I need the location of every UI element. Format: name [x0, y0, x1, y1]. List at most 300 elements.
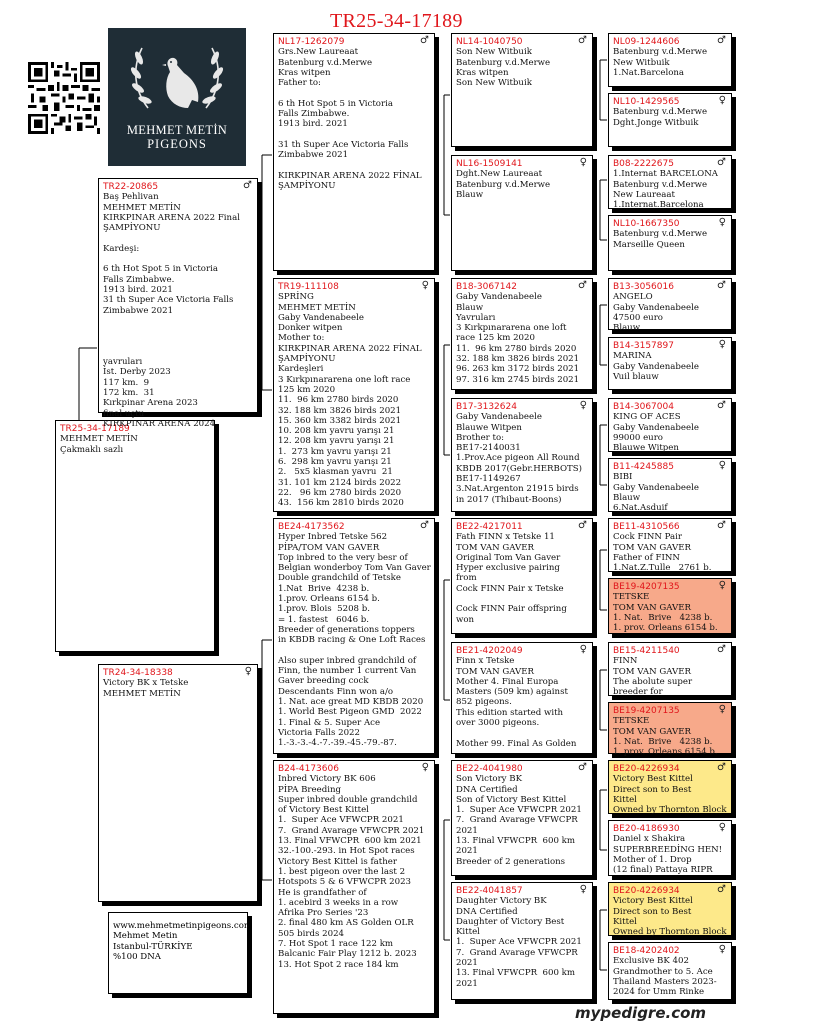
- pigeon-info-line: Owned by Thornton Block: [613, 927, 727, 938]
- pigeon-info-line: BE17-1149267: [456, 474, 521, 485]
- pigeon-box-sdss[interactable]: [608, 278, 732, 334]
- pigeon-box-ddds[interactable]: [608, 882, 732, 936]
- pigeon-info-line: Finn, the number 1 current Van: [278, 666, 417, 677]
- pigeon-box-subject[interactable]: [55, 420, 215, 652]
- pigeon-info-line: MEHMET METİN: [103, 688, 181, 699]
- pigeon-info-line: 1.Prov.Ace pigeon All Round: [456, 453, 580, 464]
- pigeon-box-sdsd[interactable]: [608, 337, 732, 390]
- breeder-contact: [108, 912, 253, 994]
- pigeon-info-line: ŞAMPİYONU: [278, 354, 336, 365]
- pigeon-info-line: Batenburg v.d.Merwe: [613, 107, 708, 118]
- pigeon-info-line: PİPA Breeding: [278, 784, 341, 795]
- pigeon-info-line: 3 Kırkpınararena one loft: [456, 323, 567, 334]
- pigeon-info-line: Vuil blauw: [613, 371, 659, 382]
- pigeon-info-line: Inbred Victory BK 606: [278, 774, 376, 785]
- male-icon: ♂: [578, 280, 587, 291]
- pigeon-info-line: 32. 188 km 3826 birds 2021: [278, 405, 402, 416]
- ring-number: NL09-1244606: [613, 37, 680, 47]
- pigeon-info-line: The abolute super: [613, 676, 693, 687]
- pigeon-info-line: 32.-100.-293. in Hot Spot races: [278, 846, 415, 857]
- pigeon-info-line: Top inbred to the very besr of: [278, 552, 408, 563]
- pigeon-info-line: Victory Best Kittel: [613, 774, 693, 785]
- pigeon-info-line: [103, 316, 253, 326]
- pigeon-box-ssss[interactable]: [608, 33, 732, 87]
- pigeon-info-line: MEHMET METİN: [278, 302, 356, 313]
- ring-number: BE15-4211540: [613, 646, 680, 656]
- ring-number: BE22-4041980: [456, 764, 523, 774]
- ring-number: BE18-4202402: [613, 946, 680, 956]
- pigeon-box-sssd[interactable]: [608, 93, 732, 147]
- pigeon-info-line: = 1. fastest 6046 b.: [278, 614, 370, 625]
- female-icon: ♀: [579, 157, 587, 168]
- pigeon-info-line: 1.Nat.Barcelona: [613, 67, 685, 78]
- pigeon-info-line: 6.Nat.Asduif: [613, 503, 668, 514]
- pigeon-info-line: 32. 188 km 3826 birds 2021: [456, 354, 580, 365]
- pigeon-box-sire[interactable]: [98, 178, 258, 429]
- pigeon-info-line: 31 th Super Ace Victoria Falls: [278, 139, 409, 150]
- pigeon-info-line: 2021: [456, 846, 478, 857]
- pigeon-info-line: Grandmother to 5. Ace: [613, 966, 713, 977]
- pigeon-info-line: Son Victory BK: [456, 774, 523, 785]
- pigeon-box-ssd[interactable]: [451, 155, 593, 271]
- pigeon-info-line: Son New Witbuik: [456, 78, 532, 89]
- pigeon-info-line: 10. 208 km yavru yarışı 21: [278, 426, 395, 437]
- pigeon-box-sd[interactable]: [273, 278, 435, 512]
- pigeon-info-line: 47500 euro: [613, 312, 663, 323]
- pigeon-box-sddd[interactable]: [608, 458, 732, 512]
- pigeon-info-line: 1.Internat BARCELONA: [613, 169, 718, 180]
- ring-number: BE20-4226934: [613, 886, 680, 896]
- pigeon-info-line: ŞAMPİYONU: [278, 181, 336, 192]
- pigeon-info-line: Gaby Vandenabeele: [613, 361, 699, 372]
- male-icon: ♂: [717, 35, 726, 46]
- pigeon-info-line: Batenburg v.d.Merwe: [613, 229, 708, 240]
- contact-location: Istanbul-TÜRKİYE: [113, 941, 193, 952]
- pigeon-info-line: New Laureaat: [613, 189, 675, 200]
- ring-number: B14-3157897: [613, 341, 674, 351]
- pigeon-info-line: Gaby Vandenabeele: [278, 312, 364, 323]
- pigeon-info-line: Thailand Masters 2023-: [613, 976, 717, 987]
- pigeon-info-line: 1913 bird. 2021: [103, 284, 173, 295]
- male-icon: ♂: [717, 884, 726, 895]
- pigeon-info-line: Kardeşi:: [103, 243, 140, 254]
- male-icon: ♂: [420, 520, 429, 531]
- pigeon-info-line: 1.prov. Orleans 6154 b.: [278, 594, 380, 605]
- ring-number: TR24-34-18338: [103, 668, 173, 678]
- pigeon-info-line: Falls Zimbabwe.: [278, 109, 350, 120]
- ring-number: B13-3056016: [613, 282, 674, 292]
- ring-number: BE24-4173562: [278, 522, 345, 532]
- pigeon-box-dsss[interactable]: [608, 518, 732, 572]
- pigeon-info-line: 1. Super Ace VFWCPR 2021: [456, 805, 582, 816]
- pigeon-info-line: 6 th Hot Spot 5 in Victoria: [278, 98, 393, 109]
- pigeon-box-ssdd[interactable]: [608, 215, 732, 271]
- female-icon: ♀: [718, 217, 726, 228]
- female-icon: ♀: [579, 884, 587, 895]
- pigeon-info-line: won: [456, 614, 475, 625]
- pigeon-info-line: Mother 4. Final Europa: [456, 676, 559, 687]
- pigeon-box-dd[interactable]: [273, 760, 435, 1014]
- pigeon-info-line: 43. 156 km 2810 birds 2020: [278, 498, 404, 509]
- pigeon-box-sss[interactable]: [451, 33, 593, 147]
- qr-code: [28, 62, 100, 134]
- pigeon-box-sds[interactable]: [451, 278, 593, 390]
- pigeon-info-line: Original Tom Van Gaver: [456, 552, 561, 563]
- pigeon-box-sdd[interactable]: [451, 398, 593, 512]
- pigeon-info-line: 7. Grand Avarage VFWCPR 2021: [278, 825, 425, 836]
- pigeon-info-line: of Victory Best Kittel: [278, 805, 369, 816]
- pigeon-info-line: Blauw: [613, 492, 641, 503]
- pigeon-box-ssds[interactable]: [608, 155, 732, 209]
- pigeon-info-line: Zimbabwe 2021: [278, 150, 349, 161]
- pigeon-box-ddd[interactable]: [451, 882, 593, 1000]
- pigeon-info-line: 6. 298 km yavru yarışı 21: [278, 457, 392, 468]
- pigeon-icon: [108, 28, 246, 123]
- breeder-logo: [108, 28, 246, 166]
- pigeon-info-line: final uçtu: [103, 408, 145, 419]
- pigeon-info-line: 2. 5x5 klasman yavru 21: [278, 467, 393, 478]
- pigeon-info-line: Kardeşleri: [278, 364, 324, 375]
- ring-number: NL16-1509141: [456, 159, 523, 169]
- pigeon-info-line: Breeder of 2 generations: [456, 856, 566, 867]
- pigeon-info-line: 22. 96 km 2780 birds 2020: [278, 487, 402, 498]
- pigeon-info-line: Hyper Inbred Tetske 562: [278, 532, 388, 543]
- pigeon-info-line: 1. acebird 3 weeks in a row: [278, 897, 399, 908]
- pigeon-box-dssd[interactable]: [608, 578, 732, 634]
- pigeon-info-line: 117 km. 9: [103, 377, 150, 388]
- pigeon-box-dds[interactable]: [451, 760, 593, 876]
- pigeon-info-line: 1.Internat.Barcelona: [613, 200, 704, 211]
- pigeon-info-line: Blauwe Witpen: [613, 443, 679, 454]
- ring-number: TR19-111108: [278, 282, 339, 292]
- pigeon-info-line: 1913 bird. 2021: [278, 119, 348, 130]
- pigeon-info-line: race 125 km 2020: [456, 333, 535, 344]
- pigeon-info-line: 1. Nat. ace great MD KBDB 2020: [278, 697, 424, 708]
- pigeon-info-line: [103, 254, 253, 264]
- pigeon-info-line: Hyper exclusive pairing: [456, 563, 560, 574]
- male-icon: ♂: [420, 35, 429, 46]
- pigeon-box-ddsd[interactable]: [608, 820, 732, 876]
- brand-watermark: mypedigre.com: [575, 1004, 707, 1022]
- pigeon-box-dss[interactable]: [451, 518, 593, 634]
- pigeon-info-line: over 3000 pigeons.: [456, 718, 540, 729]
- pigeon-info-line: Batenburg v.d.Merwe: [613, 47, 708, 58]
- contact-name: Mehmet Metin: [113, 931, 178, 942]
- pigeon-info-line: Mother to:: [278, 333, 325, 344]
- pigeon-info-line: 2021: [456, 958, 478, 969]
- pigeon-info-line: 7. Hot Spot 1 race 122 km: [278, 939, 394, 950]
- pigeon-info-line: TOM VAN GAVER: [613, 666, 691, 677]
- female-icon: ♀: [579, 400, 587, 411]
- pigeon-info-line: 7. Grand Avarage VFWCPR: [456, 815, 578, 826]
- pigeon-info-line: 2021: [456, 978, 478, 989]
- pigeon-info-line: Exclusive BK 402: [613, 956, 689, 967]
- ring-number: BE19-4207135: [613, 706, 680, 716]
- pigeon-info-line: TETSKE: [613, 592, 650, 603]
- pigeon-info-line: TOM VAN GAVER: [613, 602, 691, 613]
- pigeon-info-line: 1.Nat.Z.Tulle 2761 b.: [613, 563, 712, 574]
- pigeon-info-line: Kittel: [613, 794, 637, 805]
- pigeon-info-line: Owned by Thornton Block: [613, 805, 727, 816]
- pigeon-info-line: ANGELO: [613, 292, 653, 303]
- pigeon-box-dsds[interactable]: [608, 642, 732, 696]
- pigeon-info-line: breeder for: [613, 687, 663, 698]
- pigeon-info-line: 13. Final VFWCPR 600 km: [456, 968, 576, 979]
- pigeon-info-line: FINN: [613, 656, 638, 667]
- ring-number: BE19-4207135: [613, 582, 680, 592]
- male-icon: ♂: [717, 280, 726, 291]
- pigeon-info-line: 1.Nat Brive 4238 b.: [278, 583, 370, 594]
- pigeon-info-line: Batenburg v.d.Merwe: [278, 57, 373, 68]
- male-icon: ♂: [717, 157, 726, 168]
- pigeon-box-dam[interactable]: [98, 664, 258, 902]
- ring-number: B18-3067142: [456, 282, 517, 292]
- pigeon-info-line: 1. Super Ace VFWCPR 2021: [278, 815, 404, 826]
- pigeon-info-line: Father to:: [278, 78, 321, 89]
- pigeon-info-line: [456, 728, 588, 738]
- pigeon-info-line: Blauw: [613, 323, 641, 334]
- pigeon-info-line: 31 th Super Ace Victoria Falls: [103, 295, 234, 306]
- ring-number: NL17-1262079: [278, 37, 345, 47]
- pigeon-info-line: Also super inbred grandchild of: [278, 655, 417, 666]
- pigeon-info-line: SPRİNG: [278, 292, 314, 303]
- pigeon-info-line: TOM VAN GAVER: [613, 542, 691, 553]
- pedigree-title: TR25-34-17189: [330, 10, 463, 32]
- pigeon-info-line: [278, 161, 430, 171]
- pigeon-info-line: Victory BK x Tetske: [103, 678, 189, 689]
- pigeon-info-line: KIRKPINAR ARENA 2022 Final: [103, 212, 240, 223]
- ring-number: TR22-20865: [103, 182, 159, 192]
- pigeon-info-line: KBDB 2017(Gebr.HERBOTS): [456, 463, 582, 474]
- ring-number: BE22-4041857: [456, 886, 523, 896]
- pigeon-info-line: MEHMET METİN: [103, 202, 181, 213]
- female-icon: ♀: [718, 944, 726, 955]
- ring-number: B24-4173606: [278, 764, 339, 774]
- pigeon-info-line: BE17-2140031: [456, 443, 521, 454]
- pigeon-info-line: Kittel: [613, 916, 637, 927]
- pigeon-info-line: [456, 594, 588, 604]
- female-icon: ♀: [718, 460, 726, 471]
- female-icon: ♀: [244, 666, 252, 677]
- pigeon-info-line: Kras witpen: [278, 67, 331, 78]
- pigeon-info-line: [278, 130, 430, 140]
- pigeon-info-line: Victoria Falls 2022: [278, 727, 360, 738]
- pigeon-info-line: KIRKPINAR ARENA 2022 FİNAL: [278, 170, 422, 181]
- pigeon-info-line: 172 km. 31: [103, 387, 155, 398]
- pigeon-info-line: Kittel: [456, 927, 480, 938]
- pigeon-info-line: 1. Final & 5. Super Ace: [278, 717, 381, 728]
- pigeon-info-line: 2021: [456, 825, 478, 836]
- pigeon-info-line: TETSKE: [613, 716, 650, 727]
- pigeon-info-line: 2024 for Umm Rinke: [613, 987, 705, 998]
- pigeon-info-line: Father of FINN: [613, 552, 680, 563]
- pigeon-info-line: Batenburg v.d.Merwe: [456, 179, 551, 190]
- pigeon-box-dddd[interactable]: [608, 942, 732, 1000]
- pigeon-info-line: Batenburg v.d.Merwe: [613, 179, 708, 190]
- pigeon-info-line: 1. Super Ace VFWCPR 2021: [456, 937, 582, 948]
- pigeon-info-line: Gaver breeding cock: [278, 676, 369, 687]
- pigeon-info-line: 11. 96 km 2780 birds 2020: [278, 395, 399, 406]
- female-icon: ♀: [718, 95, 726, 106]
- pigeon-info-line: Falls Zimbabwe.: [103, 274, 175, 285]
- pigeon-info-line: Masters (509 km) against: [456, 687, 568, 698]
- female-icon: ♀: [718, 704, 726, 715]
- pigeon-info-line: Super inbred double grandchild: [278, 794, 418, 805]
- pigeon-info-line: [278, 88, 430, 98]
- pigeon-info-line: Daughter Victory BK: [456, 896, 547, 907]
- pigeon-info-line: Son New Witbuik: [456, 47, 532, 58]
- pigeon-info-line: 96. 263 km 3172 birds 2021: [456, 364, 580, 375]
- pigeon-info-line: 13. Hot Spot 2 race 184 km: [278, 959, 399, 970]
- pigeon-info-line: 505 birds 2024: [278, 928, 345, 939]
- male-icon: ♂: [717, 644, 726, 655]
- pigeon-info-line: MEHMET METİN: [60, 434, 138, 445]
- pigeon-box-ss[interactable]: [273, 33, 435, 271]
- ring-number: TR25-34-17189: [60, 424, 130, 434]
- female-icon: ♀: [579, 644, 587, 655]
- pigeon-info-line: Gaby Vandenabeele: [613, 482, 699, 493]
- male-icon: ♂: [717, 400, 726, 411]
- female-icon: ♀: [421, 280, 429, 291]
- pigeon-info-line: Direct son to Best: [613, 906, 692, 917]
- pigeon-box-sdds[interactable]: [608, 398, 732, 452]
- pigeon-info-line: Victory Best Kittel: [613, 896, 693, 907]
- pigeon-info-line: PİPA/TOM VAN GAVER: [278, 542, 380, 553]
- pigeon-info-line: 3.Nat.Argenton 21915 birds: [456, 484, 579, 495]
- pigeon-info-line: 1. 273 km yavru yarışı 21: [278, 446, 392, 457]
- pigeon-info-line: 852 pigeons.: [456, 697, 512, 708]
- ring-number: B08-2222675: [613, 159, 674, 169]
- male-icon: ♂: [717, 520, 726, 531]
- pigeon-info-line: 1. World Best Pigeon GMD 2022: [278, 707, 422, 718]
- ring-number: NL10-1429565: [613, 97, 680, 107]
- pigeon-info-line: MARINA: [613, 351, 652, 362]
- male-icon: ♂: [243, 180, 252, 191]
- pigeon-info-line: 31. 101 km 2124 birds 2022: [278, 477, 402, 488]
- pigeon-info-line: Yavruları: [456, 312, 496, 323]
- pigeon-info-line: Descendants Finn won a/o: [278, 686, 394, 697]
- pigeon-info-line: 2. final 480 km AS Golden OLR: [278, 918, 414, 929]
- pigeon-info-line: 97. 316 km 2745 birds 2021: [456, 374, 580, 385]
- pigeon-box-dsd[interactable]: [451, 642, 593, 754]
- pigeon-info-line: Blauw: [456, 189, 484, 200]
- pigeon-info-line: Blauwe Witpen: [456, 422, 522, 433]
- pigeon-box-dsdd[interactable]: [608, 702, 732, 758]
- pigeon-info-line: Afrika Pro Series '23: [278, 908, 369, 919]
- pigeon-info-line: [103, 336, 253, 346]
- female-icon: ♀: [421, 762, 429, 773]
- ring-number: NL10-1667350: [613, 219, 680, 229]
- pigeon-box-ddss[interactable]: [608, 760, 732, 814]
- pigeon-info-line: Daniel x Shakira: [613, 834, 686, 845]
- ring-number: B14-3067004: [613, 402, 674, 412]
- ring-number: BE20-4186930: [613, 824, 680, 834]
- ring-number: BE20-4226934: [613, 764, 680, 774]
- pigeon-info-line: Son of Victory Best Kittel: [456, 794, 567, 805]
- contact-dna: %100 DNA: [113, 951, 161, 962]
- pigeon-info-line: Gaby Vandenabeele: [456, 412, 542, 423]
- logo-name-line1: MEHMET METİN: [126, 123, 228, 137]
- pigeon-info-line: Cock FINN Pair x Tetske: [456, 583, 564, 594]
- pigeon-info-line: 13. Final VFWCPR 600 km: [456, 836, 576, 847]
- pigeon-info-line: Hotspots 5 & 6 VFWCPR 2023: [278, 877, 412, 888]
- contact-website[interactable]: www.mehmetmetinpigeons.com: [113, 921, 253, 931]
- pigeon-info-line: SUPERBREEDİNG HEN!: [613, 844, 723, 855]
- male-icon: ♂: [578, 35, 587, 46]
- ring-number: BE21-4202049: [456, 646, 523, 656]
- pigeon-info-line: Baş Pehlivan: [103, 192, 159, 203]
- pigeon-info-line: Blauw: [456, 302, 484, 313]
- ring-number: BE11-4310566: [613, 522, 680, 532]
- pigeon-info-line: 1. prov. Orleans 6154 b.: [613, 623, 718, 634]
- pigeon-info-line: [278, 646, 430, 656]
- pigeon-info-line: 12. 208 km yavru yarışı 21: [278, 436, 395, 447]
- pigeon-info-line: Gaby Vandenabeele: [456, 292, 542, 303]
- pigeon-box-ds[interactable]: [273, 518, 435, 754]
- pigeon-info-line: Double grandchild of Tetske: [278, 573, 401, 584]
- pigeon-info-line: Belgian wonderboy Tom Van Gaver: [278, 563, 431, 574]
- pigeon-info-line: (12 final) Pattaya RIPR: [613, 865, 713, 876]
- pigeon-info-line: 1. best pigeon over the last 2: [278, 866, 406, 877]
- male-icon: ♂: [578, 520, 587, 531]
- pigeon-info-line: KIRKPINAR ARENA 2024: [103, 418, 216, 429]
- ring-number: B17-3132624: [456, 402, 517, 412]
- pigeon-info-line: Daughter of Victory Best: [456, 916, 565, 927]
- pigeon-info-line: yavruları: [103, 357, 143, 368]
- pigeon-info-line: Fath FINN x Tetske 11: [456, 532, 555, 543]
- ring-number: B11-4245885: [613, 462, 674, 472]
- pigeon-info-line: Breeder of generations toppers: [278, 624, 415, 635]
- pigeon-info-line: 1. Nat. Brive 4238 b.: [613, 736, 713, 747]
- pigeon-info-line: 13. Final VFWCPR 600 km 2021: [278, 836, 422, 847]
- pigeon-info-line: ŞAMPİYONU: [103, 223, 161, 234]
- male-icon: ♂: [578, 762, 587, 773]
- pigeon-info-line: Cock FINN Pair: [613, 532, 683, 543]
- pigeon-info-line: Donker witpen: [278, 323, 343, 334]
- pigeon-info-line: in 2017 (Thibaut-Boons): [456, 494, 562, 505]
- pigeon-info-line: [103, 347, 253, 357]
- pigeon-info-line: 6 th Hot Spot 5 in Victoria: [103, 264, 218, 275]
- pigeon-info-line: Victory Best Kittel is father: [278, 856, 397, 867]
- pigeon-info-line: 1. Nat. Brive 4238 b.: [613, 612, 713, 623]
- female-icon: ♀: [718, 339, 726, 350]
- pigeon-info-line: 15. 360 km 3382 birds 2021: [278, 415, 402, 426]
- pigeon-info-line: Mother of 1. Drop: [613, 854, 692, 865]
- pigeon-info-line: Gaby Vandenabeele: [613, 422, 699, 433]
- pigeon-info-line: 11. 96 km 2780 birds 2020: [456, 343, 577, 354]
- pigeon-info-line: Kırkpinar Arena 2023: [103, 398, 198, 409]
- pigeon-info-line: This edition started with: [456, 707, 564, 718]
- ring-number: NL14-1040750: [456, 37, 523, 47]
- pigeon-info-line: DNA Certified: [456, 906, 518, 917]
- pigeon-info-line: KING OF ACES: [613, 412, 681, 423]
- pigeon-info-line: DNA Certified: [456, 784, 518, 795]
- pigeon-info-line: Cock FINN Pair offspring: [456, 604, 567, 615]
- pigeon-info-line: Direct son to Best: [613, 784, 692, 795]
- pigeon-info-line: Dght.Jonge Witbuik: [613, 117, 699, 128]
- pigeon-info-line: TOM VAN GAVER: [456, 666, 534, 677]
- pigeon-info-line: 7. Grand Avarage VFWCPR: [456, 947, 578, 958]
- pigeon-info-line: Zimbabwe 2021: [103, 305, 174, 316]
- pigeon-info-line: Brother to:: [456, 432, 505, 443]
- pigeon-info-line: in KBDB racing & One Loft Races: [278, 635, 426, 646]
- pigeon-info-line: Çakmaklı sazlı: [60, 444, 124, 455]
- pigeon-info-line: Grs.New Laureaat: [278, 47, 359, 58]
- pigeon-info-line: 1.prov. Blois 5208 b.: [278, 604, 370, 615]
- pigeon-info-line: 3 Kırkpınararena one loft race: [278, 374, 411, 385]
- pigeon-info-line: He is grandfather of: [278, 887, 367, 898]
- pigeon-info-line: 1.-3.-3.-4.-7.-39.-45.-79.-87.: [278, 738, 397, 749]
